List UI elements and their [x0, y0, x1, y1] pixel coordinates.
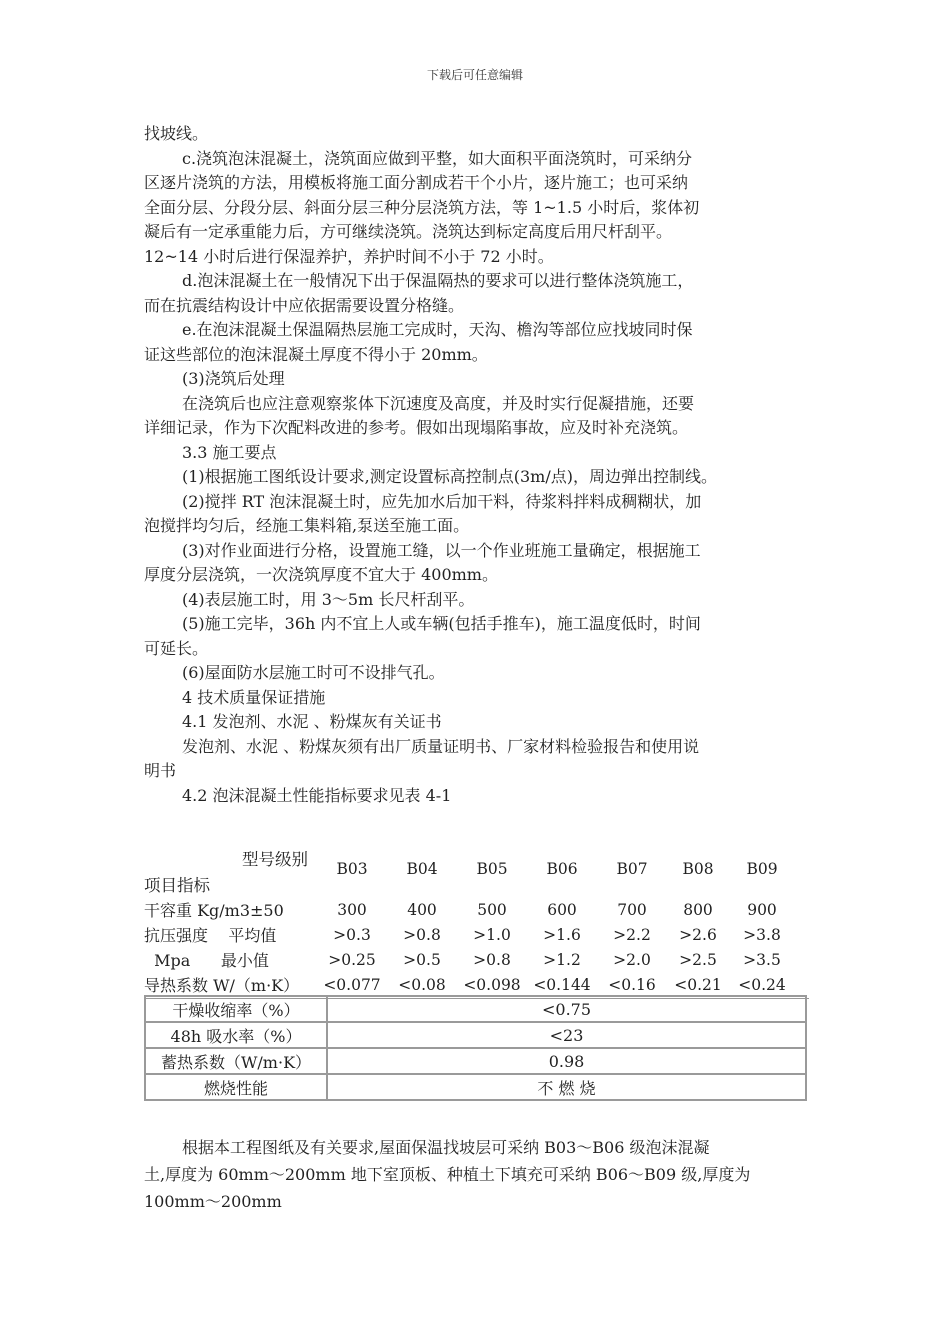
paragraph-line: (3)浇筑后处理	[182, 369, 285, 388]
paragraph-line: (6)屋面防水层施工时可不设排气孔。	[182, 663, 445, 682]
paragraph-line: 证这些部位的泡沫混凝土厚度不得小于 20mm。	[144, 344, 488, 364]
property-value: <23	[327, 1022, 806, 1048]
spec-cell: <0.08	[398, 976, 446, 994]
paragraph-line: 在浇筑后也应注意观察浆体下沉速度及高度，并及时实行促凝措施，还要	[182, 393, 695, 413]
spec-cell: >2.0	[613, 951, 651, 969]
paragraph-line: (5)施工完毕，36h 内不宜上人或车辆(包括手推车)，施工温度低时，时间	[182, 614, 701, 633]
paragraph-line: (1)根据施工图纸设计要求,测定设置标高控制点(3m/点)，周边弹出控制线。	[182, 467, 717, 486]
property-value: <0.75	[327, 996, 806, 1022]
paragraph-line: (3)对作业面进行分格，设置施工缝，以一个作业班施工量确定，根据施工	[182, 540, 701, 560]
paragraph-line: 泡搅拌均匀后，经施工集料箱,泵送至施工面。	[144, 516, 470, 535]
paragraph-line: (2)搅拌 RT 泡沫混凝土时，应先加水后加干料，待浆料拌料成稠糊状，加	[182, 491, 702, 511]
paragraph-line: 发泡剂、水泥 、粉煤灰须有出厂质量证明书、厂家材料检验报告和使用说	[182, 736, 700, 756]
spec-row-label: 抗压强度 平均值	[144, 926, 277, 945]
property-value: 不 燃 烧	[327, 1074, 806, 1100]
spec-cell: 400	[407, 901, 437, 919]
spec-cell: 800	[683, 901, 713, 919]
grade-header: B06	[546, 860, 578, 878]
property-table	[144, 995, 807, 1101]
spec-row-label: Mpa 最小值	[144, 951, 269, 970]
paragraph-line: 3.3 施工要点	[182, 442, 277, 462]
spec-cell: 700	[617, 901, 647, 919]
body-text	[144, 122, 824, 808]
grade-header: B04	[406, 860, 438, 878]
spec-cell: <0.144	[533, 976, 591, 994]
spec-cell: <0.24	[738, 976, 786, 994]
grade-header: B08	[682, 860, 714, 878]
spec-row	[144, 948, 809, 973]
property-label: 48h 吸水率（%）	[145, 1022, 327, 1048]
spec-cell: >3.8	[743, 926, 781, 944]
paragraph-line: 详细记录，作为下次配料改进的参考。假如出现塌陷事故，应及时补充浇筑。	[144, 418, 689, 437]
paragraph-line: 12~14 小时后进行保湿养护，养护时间不小于 72 小时。	[144, 246, 554, 266]
closing-line: 土,厚度为 60mm～200mm 地下室顶板、种植土下填充可采纳 B06～B09 级,厚度为	[144, 1165, 751, 1184]
spec-cell: >2.2	[613, 926, 651, 944]
spec-cell: <0.21	[674, 976, 722, 994]
spec-cell: <0.077	[323, 976, 381, 994]
paragraph-line: 厚度分层浇筑，一次浇筑厚度不宜大于 400mm。	[144, 565, 498, 584]
paragraph-line: 明书	[144, 761, 177, 780]
spec-cell: 900	[747, 901, 777, 919]
spec-cell: >0.8	[403, 926, 441, 944]
header-item-label: 项目指标	[144, 876, 210, 895]
spec-row	[144, 898, 809, 923]
property-row	[145, 996, 806, 1022]
property-row	[145, 1048, 806, 1074]
spec-cell: >0.5	[403, 951, 441, 969]
spec-cell: >1.6	[543, 926, 581, 944]
paragraph-line: 4.2 泡沫混凝土性能指标要求见表 4-1	[182, 785, 452, 805]
paragraph-line: 全面分层、分段分层、斜面分层三种分层浇筑方法，等 1~1.5 小时后，浆体初	[144, 197, 700, 217]
closing-text	[144, 1134, 824, 1215]
spec-cell: >0.8	[473, 951, 511, 969]
spec-cell: <0.098	[463, 976, 521, 994]
spec-table-body	[144, 898, 809, 999]
header-grade-label: 型号级别	[242, 850, 308, 869]
spec-cell: 500	[477, 901, 507, 919]
paragraph-line: 4 技术质量保证措施	[182, 687, 326, 707]
paragraph-line: 而在抗震结构设计中应依据需要设置分格缝。	[144, 295, 465, 315]
grade-header: B05	[476, 860, 508, 878]
spec-cell: >2.5	[679, 951, 717, 969]
spec-row-label: 导热系数 W/（m·K）	[144, 976, 300, 995]
paragraph-line: c.浇筑泡沫混凝土，浇筑面应做到平整，如大面积平面浇筑时，可采纳分	[182, 148, 693, 168]
grade-header: B09	[746, 860, 778, 878]
spec-table-header	[144, 842, 809, 898]
spec-cell: >1.2	[543, 951, 581, 969]
spec-cell: >3.5	[743, 951, 781, 969]
property-label: 干燥收缩率（%）	[145, 996, 327, 1022]
spec-cell: >1.0	[473, 926, 511, 944]
closing-line: 100mm～200mm	[144, 1192, 282, 1211]
spec-table	[144, 842, 809, 999]
spec-cell: 600	[547, 901, 577, 919]
paragraph-line: 区逐片浇筑的方法，用模板将施工面分割成若干个小片，逐片施工；也可采纳	[144, 173, 689, 192]
property-value: 0.98	[327, 1048, 806, 1074]
spec-cell: >0.25	[328, 951, 376, 969]
grade-header: B07	[616, 860, 648, 878]
paragraph-line: (4)表层施工时，用 3～5m 长尺杆刮平。	[182, 589, 475, 609]
property-label: 燃烧性能	[145, 1074, 327, 1100]
spec-row	[144, 923, 809, 948]
spec-cell: >2.6	[679, 926, 717, 944]
paragraph-line: 4.1 发泡剂、水泥 、粉煤灰有关证书	[182, 712, 442, 731]
spec-cell: <0.16	[608, 976, 656, 994]
grade-header: B03	[336, 860, 368, 878]
paragraph-line: 找坡线。	[144, 124, 209, 143]
property-row	[145, 1074, 806, 1100]
spec-row-label: 干容重 Kg/m3±50	[144, 901, 284, 920]
spec-cell: 300	[337, 901, 367, 919]
paragraph-line: e.在泡沫混凝土保温隔热层施工完成时，天沟、檐沟等部位应找坡同时保	[182, 320, 693, 339]
paragraph-line: 凝后有一定承重能力后，方可继续浇筑。浇筑达到标定高度后用尺杆刮平。	[144, 222, 673, 241]
page-header: 下载后可任意编辑	[426, 68, 523, 82]
paragraph-line: d.泡沫混凝土在一般情况下出于保温隔热的要求可以进行整体浇筑施工，	[182, 271, 694, 290]
spec-cell: >0.3	[333, 926, 371, 944]
property-row	[145, 1022, 806, 1048]
closing-line: 根据本工程图纸及有关要求,屋面保温找坡层可采纳 B03～B06 级泡沫混凝	[182, 1138, 710, 1157]
paragraph-line: 可延长。	[144, 638, 209, 658]
property-label: 蓄热系数（W/m·K）	[145, 1048, 327, 1074]
